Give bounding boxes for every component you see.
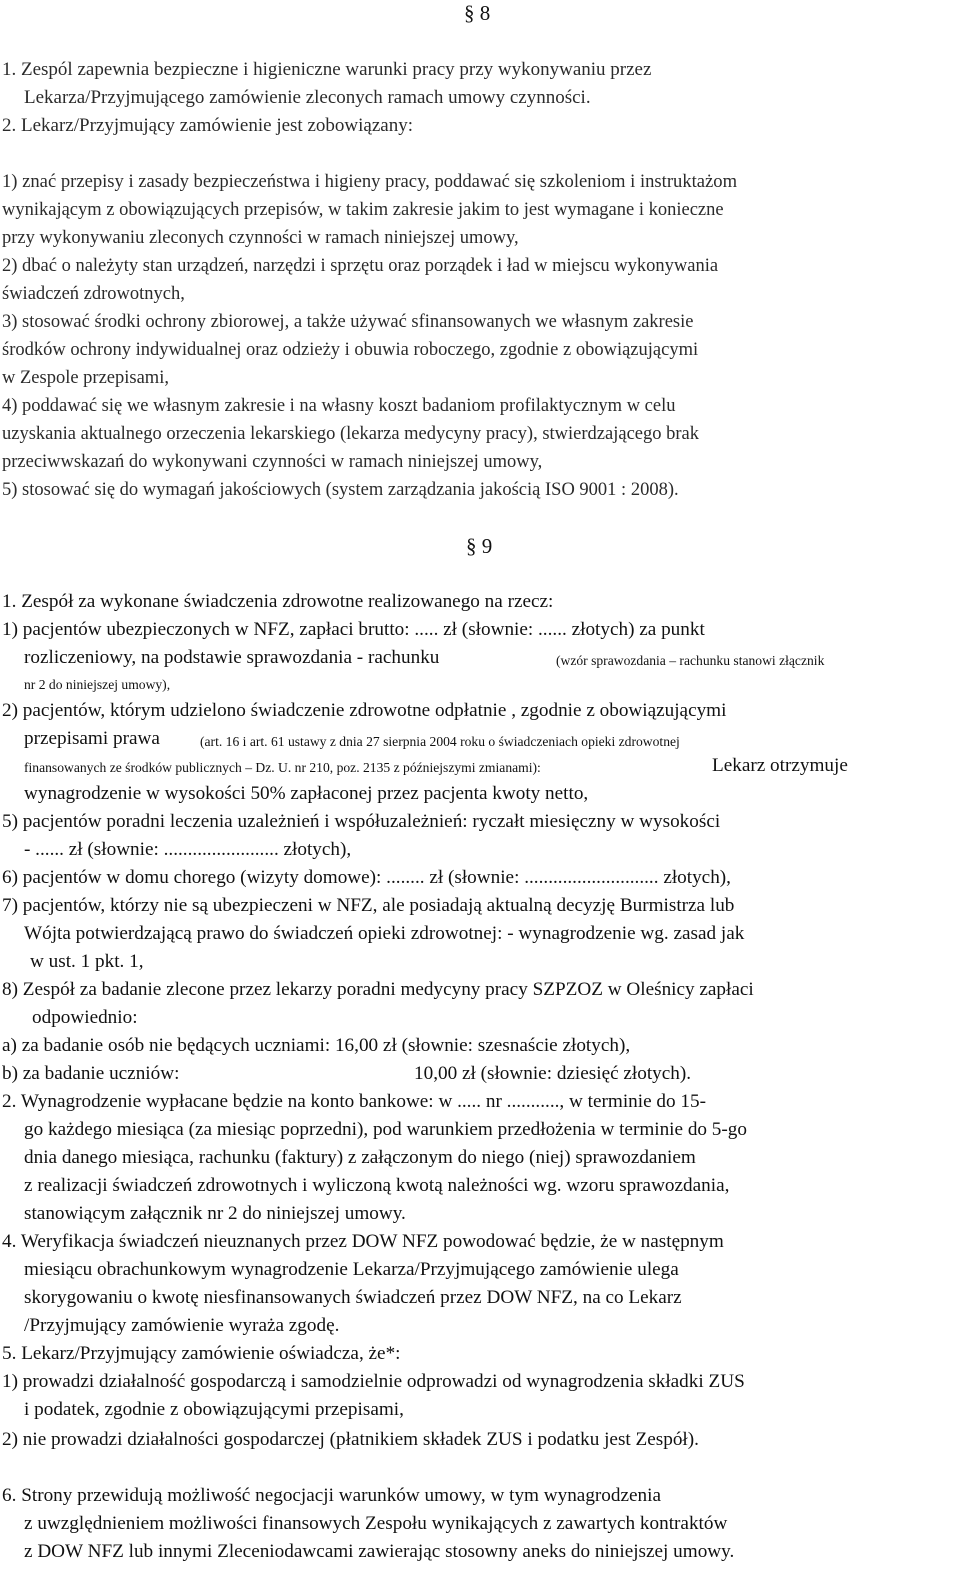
paragraph-line: 5) stosować się do wymagań jakościowych (system zarządzania jakością ISO 9001 : 2008). — [2, 480, 679, 500]
paragraph-line: rozliczeniowy, na podstawie sprawozdania - rachunku — [24, 647, 440, 668]
paragraph-line: 3) stosować środki ochrony zbiorowej, a także używać sfinansowanych we własnym zakresie — [2, 312, 694, 332]
paragraph-line: 1. Zespół za wykonane świadczenia zdrowotne realizowanego na rzecz: — [2, 591, 554, 612]
paragraph-line: z realizacji świadczeń zdrowotnych i wyliczoną kwotą należności wg. wzoru sprawozdania, — [24, 1175, 730, 1196]
paragraph-line: i podatek, zgodnie z obowiązującymi przepisami, — [24, 1399, 404, 1420]
paragraph-line: w ust. 1 pkt. 1, — [30, 951, 144, 972]
paragraph-line: przeciwwskazań do wykonywani czynności w ramach niniejszej umowy, — [2, 452, 543, 472]
paragraph-line: stanowiącym załącznik nr 2 do niniejszej umowy. — [24, 1203, 406, 1224]
paragraph-line: wynagrodzenie w wysokości 50% zapłaconej przez pacjenta kwoty netto, — [24, 783, 589, 804]
paragraph-line: z DOW NFZ lub innymi Zleceniodawcami zawierając stosowny aneks do niniejszej umowy. — [24, 1541, 735, 1562]
paragraph-line: 2. Wynagrodzenie wypłacane będzie na konto bankowe: w ..... nr ..........., w terminie do 15- — [2, 1091, 706, 1112]
paragraph-line: przepisami prawa — [24, 728, 160, 749]
paragraph-line: b) za badanie uczniów: — [2, 1063, 180, 1084]
paragraph-line: 2. Lekarz/Przyjmujący zamówienie jest zobowiązany: — [2, 115, 413, 136]
paragraph-line: 1) prowadzi działalność gospodarczą i samodzielnie odprowadzi od wynagrodzenia składki ZUS — [2, 1371, 745, 1392]
paragraph-line: a) za badanie osób nie będących uczniami: 16,00 zł (słownie: szesnaście złotych), — [2, 1035, 631, 1056]
paragraph-line: dnia danego miesiąca, rachunku (faktury) z załączonym do niego (niej) sprawozdaniem — [24, 1147, 696, 1168]
paragraph-line: /Przyjmujący zamówienie wyraża zgodę. — [24, 1315, 340, 1336]
paragraph-line: go każdego miesiąca (za miesiąc poprzedni), pod warunkiem przedłożenia w terminie do 5-go — [24, 1119, 747, 1140]
paragraph-line: Lekarz otrzymuje — [712, 755, 848, 776]
paragraph-line: 6) pacjentów w domu chorego (wizyty domowe): ........ zł (słownie: ............................ złotych), — [2, 867, 731, 888]
paragraph-line: 2) dbać o należyty stan urządzeń, narzędzi i sprzętu oraz porządek i ład w miejscu wykonywania — [2, 256, 719, 276]
paragraph-line: przy wykonywaniu zleconych czynności w ramach niniejszej umowy, — [2, 228, 519, 248]
paragraph-line: 2) pacjentów, którym udzielono świadczenie zdrowotne odpłatnie , zgodnie z obowiązującymi — [2, 700, 727, 721]
paragraph-line: - ...... zł (słownie: ........................ złotych), — [24, 839, 352, 860]
paragraph-line: w Zespole przepisami, — [2, 368, 169, 388]
paragraph-line: środków ochrony indywidualnej oraz odzieży i obuwia roboczego, zgodnie z obowiązującymi — [2, 340, 699, 360]
paragraph-line: 1) znać przepisy i zasady bezpieczeństwa i higieny pracy, poddawać się szkoleniom i instruktażom — [2, 171, 738, 192]
paragraph-line: Lekarza/Przyjmującego zamówienie zleconych ramach umowy czynności. — [24, 87, 591, 108]
section-heading: § 9 — [466, 534, 493, 558]
paragraph-note: (wzór sprawozdania – rachunku stanowi złącznik — [556, 653, 825, 668]
paragraph-line: 4. Weryfikacja świadczeń nieuznanych przez DOW NFZ powodować będzie, że w następnym — [2, 1231, 724, 1252]
paragraph-line: 1. Zespól zapewnia bezpieczne i higieniczne warunki pracy przy wykonywaniu przez — [2, 59, 652, 80]
paragraph-note: finansowanych ze środków publicznych – Dz. U. nr 210, poz. 2135 z późniejszymi zmianami): — [24, 760, 541, 775]
paragraph-line: 5) pacjentów poradni leczenia uzależnień i współuzależnień: ryczałt miesięczny w wysokości — [2, 811, 721, 832]
paragraph-line: 10,00 zł (słownie: dziesięć złotych). — [414, 1063, 692, 1084]
paragraph-note: nr 2 do niniejszej umowy), — [24, 677, 171, 692]
paragraph-line: Wójta potwierdzającą prawo do świadczeń opieki zdrowotnej: - wynagrodzenie wg. zasad jak — [24, 923, 745, 944]
paragraph-line: miesiącu obrachunkowym wynagrodzenie Lekarza/Przyjmującego zamówienie ulega — [24, 1259, 679, 1280]
paragraph-line: uzyskania aktualnego orzeczenia lekarskiego (lekarza medycyny pracy), stwierdzającego brak — [2, 424, 699, 444]
paragraph-note: (art. 16 i art. 61 ustawy z dnia 27 sierpnia 2004 roku o świadczeniach opieki zdrowotnej — [200, 734, 680, 749]
paragraph-line: 5. Lekarz/Przyjmujący zamówienie oświadcza, że*: — [2, 1343, 401, 1364]
section-heading: § 8 — [464, 1, 491, 25]
paragraph-line: 7) pacjentów, którzy nie są ubezpieczeni w NFZ, ale posiadają aktualną decyzję Burmistrza lub — [2, 895, 735, 916]
paragraph-line: 1) pacjentów ubezpieczonych w NFZ, zapłaci brutto: ..... zł (słownie: ...... złotych) za punkt — [2, 619, 705, 640]
paragraph-line: wynikającym z obowiązujących przepisów, w takim zakresie jakim to jest wymagane i konieczne — [2, 200, 724, 220]
paragraph-line: skorygowaniu o kwotę niesfinansowanych świadczeń przez DOW NFZ, na co Lekarz — [24, 1287, 682, 1308]
paragraph-line: świadczeń zdrowotnych, — [2, 284, 185, 304]
paragraph-line: 2) nie prowadzi działalności gospodarczej (płatnikiem składek ZUS i podatku jest Zespół). — [2, 1429, 699, 1450]
paragraph-line: odpowiednio: — [32, 1007, 138, 1028]
paragraph-line: z uwzględnieniem możliwości finansowych Zespołu wynikających z zawartych kontraktów — [24, 1513, 728, 1534]
paragraph-line: 8) Zespół za badanie zlecone przez lekarzy poradni medycyny pracy SZPZOZ w Oleśnicy zapłaci — [2, 979, 754, 1000]
paragraph-line: 4) poddawać się we własnym zakresie i na własny koszt badaniom profilaktycznym w celu — [2, 396, 676, 416]
paragraph-line: 6. Strony przewidują możliwość negocjacji warunków umowy, w tym wynagrodzenia — [2, 1485, 661, 1506]
